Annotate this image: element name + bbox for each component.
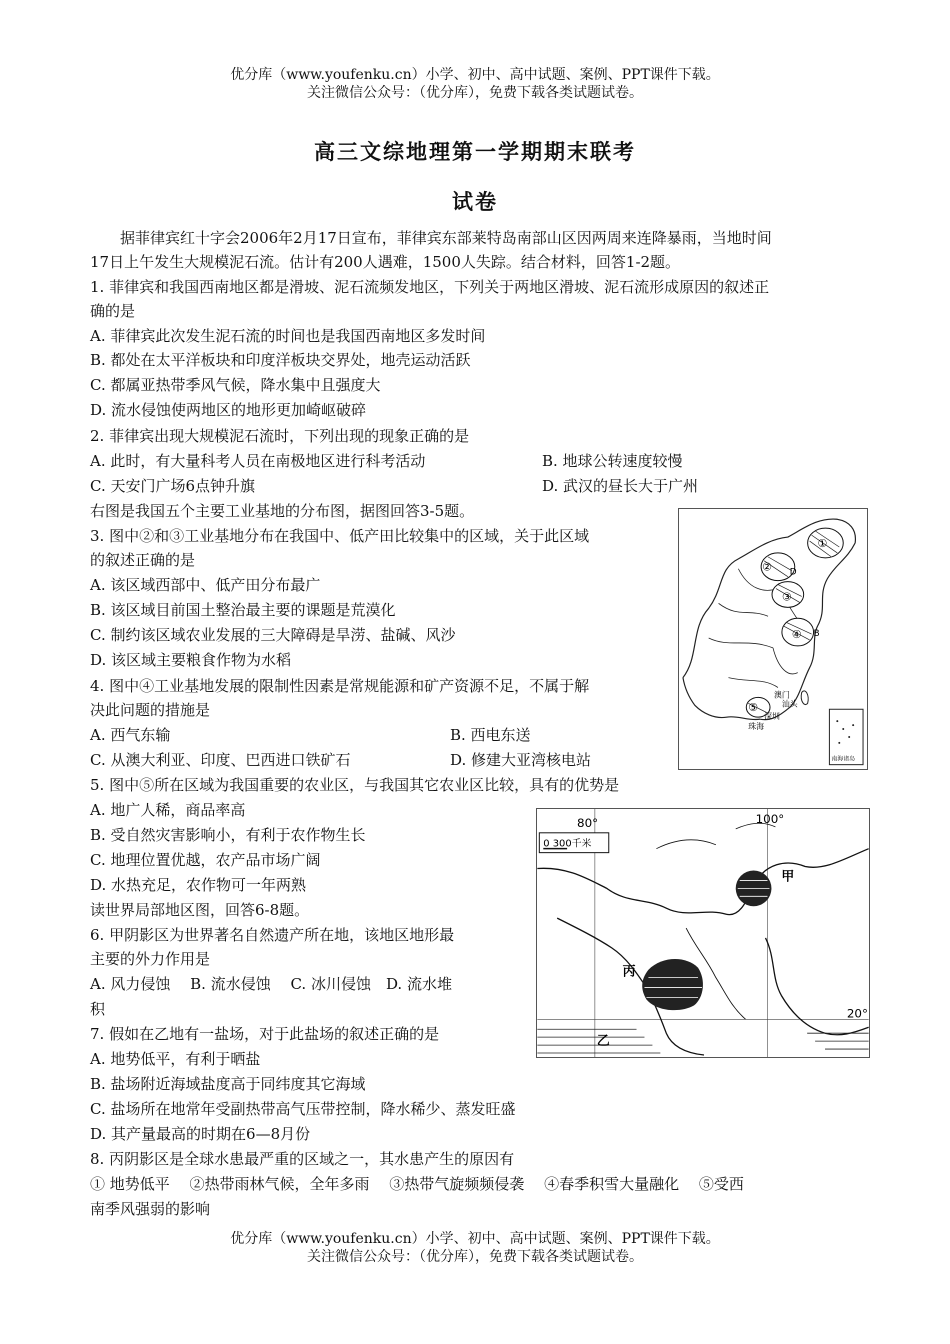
- q6-options: A. 风力侵蚀 B. 流水侵蚀 C. 冰川侵蚀 D. 流水堆: [90, 975, 452, 993]
- header-line-1: 优分库（www.youfenku.cn）小学、初中、高中试题、案例、PPT课件下载。: [230, 67, 720, 83]
- map1-label-base2: ②: [762, 560, 772, 574]
- q4-option-b: B. 西电东送: [450, 726, 531, 744]
- map2-mountain-line: [537, 849, 868, 915]
- q5-option-c: C. 地理位置优越，农产品市场广阔: [90, 851, 321, 869]
- map1-taiwan: [801, 691, 808, 705]
- map1-label-base3: ③: [781, 590, 792, 604]
- q5-stem: 5. 图中⑤所在区域为我国重要的农业区，与我国其它农业区比较，具有的优势是: [90, 776, 620, 794]
- q2-option-b: B. 地球公转速度较慢: [542, 452, 683, 470]
- q1-option-d: D. 流水侵蚀使两地区的地形更加崎岖破碎: [90, 401, 367, 419]
- q4-option-d: D. 修建大亚湾核电站: [450, 751, 592, 769]
- map2-lon-80: 80°: [577, 815, 599, 830]
- map2-label-bing: 丙: [622, 964, 636, 980]
- q7-stem: 7. 假如在乙地有一盐场，对于此盐场的叙述正确的是: [90, 1025, 440, 1043]
- q1-stem-1: 1. 菲律宾和我国西南地区都是滑坡、泥石流频发地区，下列关于两地区滑坡、泥石流形成原因的叙述正: [90, 278, 770, 296]
- q2-option-a: A. 此时，有大量科考人员在南极地区进行科考活动: [90, 452, 426, 470]
- q4-option-c: C. 从澳大利亚、印度、巴西进口铁矿石: [90, 751, 351, 769]
- q2-option-c: C. 天安门广场6点钟升旗: [90, 477, 256, 495]
- map1-label-shenzhen: 深圳: [764, 712, 780, 722]
- map1-label-base1: ①: [817, 536, 828, 550]
- q5-option-d: D. 水热充足，农作物可一年两熟: [90, 876, 307, 894]
- page-subtitle: 试卷: [452, 189, 498, 214]
- q6-options-tail: 积: [90, 1000, 106, 1018]
- q1-option-b: B. 都处在太平洋板块和印度洋板块交界处，地壳运动活跃: [90, 351, 471, 369]
- map1-label-macau: 澳门: [773, 690, 790, 700]
- q7-option-a: A. 地势低平，有利于晒盐: [90, 1050, 261, 1068]
- map1-label-b: B: [813, 629, 820, 640]
- footer-line-2: 关注微信公众号：（优分库），免费下载各类试题试卷。: [307, 1249, 643, 1265]
- bing-shaded-area: [642, 959, 703, 1010]
- q3-stem-1: 3. 图中②和③工业基地分布在我国中、低产田比较集中的区域，关于此区域: [90, 527, 590, 545]
- map1-label-base4: ④: [791, 628, 802, 642]
- q6-stem-1: 6. 甲阴影区为世界著名自然遗产所在地，该地区地形最: [90, 926, 455, 944]
- q6-stem-2: 主要的外力作用是: [90, 950, 211, 968]
- china-industrial-base-map: [678, 508, 868, 770]
- q8-options: ① 地势低平 ②热带雨林气候，全年多雨 ③热带气旋频频侵袭 ④春季积雪大量融化 ⑤受西: [90, 1175, 744, 1193]
- world-region-map: [536, 808, 870, 1058]
- map1-label-base5: ⑤: [748, 701, 759, 715]
- q7-option-b: B. 盐场附近海域盐度高于同纬度其它海域: [90, 1075, 366, 1093]
- header-line-2: 关注微信公众号：（优分库），免费下载各类试题试卷。: [307, 85, 643, 101]
- q7-option-c: C. 盐场所在地常年受副热带高气压带控制，降水稀少、蒸发旺盛: [90, 1100, 516, 1118]
- map1-inset-label: 南海诸岛: [831, 755, 856, 763]
- map2-label-yi: 乙: [596, 1034, 610, 1050]
- q1-option-c: C. 都属亚热带季风气候，降水集中且强度大: [90, 376, 381, 394]
- q4-stem-2: 决此问题的措施是: [90, 701, 211, 719]
- map2-contours: [656, 823, 775, 848]
- map2-intro: 读世界局部地区图，回答6-8题。: [90, 901, 310, 919]
- q4-stem-1: 4. 图中④工业基地发展的限制性因素是常规能源和矿产资源不足，不属于解: [90, 677, 590, 695]
- q3-option-b: B. 该区域目前国土整治最主要的课题是荒漠化: [90, 601, 396, 619]
- intro-line-1: 据菲律宾红十字会2006年2月17日宣布，菲律宾东部莱特岛南部山区因两周来连降暴雨，当地时间: [120, 229, 772, 247]
- world-region-map-svg: [537, 809, 869, 1057]
- map1-label-shantou: 汕头: [781, 699, 798, 709]
- map1-label-zhuhai: 珠海: [748, 722, 765, 732]
- q3-option-d: D. 该区域主要粮食作物为水稻: [90, 651, 292, 669]
- q3-option-a: A. 该区域西部中、低产田分布最广: [90, 576, 321, 594]
- q3-option-c: C. 制约该区域农业发展的三大障碍是旱涝、盐碱、风沙: [90, 626, 456, 644]
- map2-scale-label: 0 300千米: [543, 838, 592, 850]
- q8-options-tail: 南季风强弱的影响: [90, 1200, 211, 1218]
- china-map-svg: [679, 509, 867, 769]
- q3-stem-2: 的叙述正确的是: [90, 551, 196, 569]
- q5-option-b: B. 受自然灾害影响小，有利于农作物生长: [90, 826, 366, 844]
- map1-label-d: D: [789, 567, 797, 578]
- q2-option-d: D. 武汉的昼长大于广州: [542, 477, 699, 495]
- map2-label-jia: 甲: [781, 869, 795, 885]
- q8-stem: 8. 丙阴影区是全球水患最严重的区域之一，其水患产生的原因有: [90, 1150, 515, 1168]
- footer-line-1: 优分库（www.youfenku.cn）小学、初中、高中试题、案例、PPT课件下载。: [230, 1231, 720, 1247]
- q7-option-d: D. 其产量最高的时期在6—8月份: [90, 1125, 311, 1143]
- q2-stem: 2. 菲律宾出现大规模泥石流时，下列出现的现象正确的是: [90, 427, 470, 445]
- map1-intro: 右图是我国五个主要工业基地的分布图，据图回答3-5题。: [90, 502, 475, 520]
- map2-lon-100: 100°: [755, 811, 785, 826]
- intro-line-2: 17日上午发生大规模泥石流。估计有200人遇难，1500人失踪。结合材料，回答1-2题。: [90, 253, 681, 271]
- q5-option-a: A. 地广人稀，商品率高: [90, 801, 246, 819]
- map2-lat-20: 20°: [846, 1006, 868, 1021]
- page-title: 高三文综地理第一学期期末联考: [314, 139, 636, 164]
- q1-option-a: A. 菲律宾此次发生泥石流的时间也是我国西南地区多发时间: [90, 327, 486, 345]
- q1-stem-2: 确的是: [90, 302, 136, 320]
- q4-option-a: A. 西气东输: [90, 726, 171, 744]
